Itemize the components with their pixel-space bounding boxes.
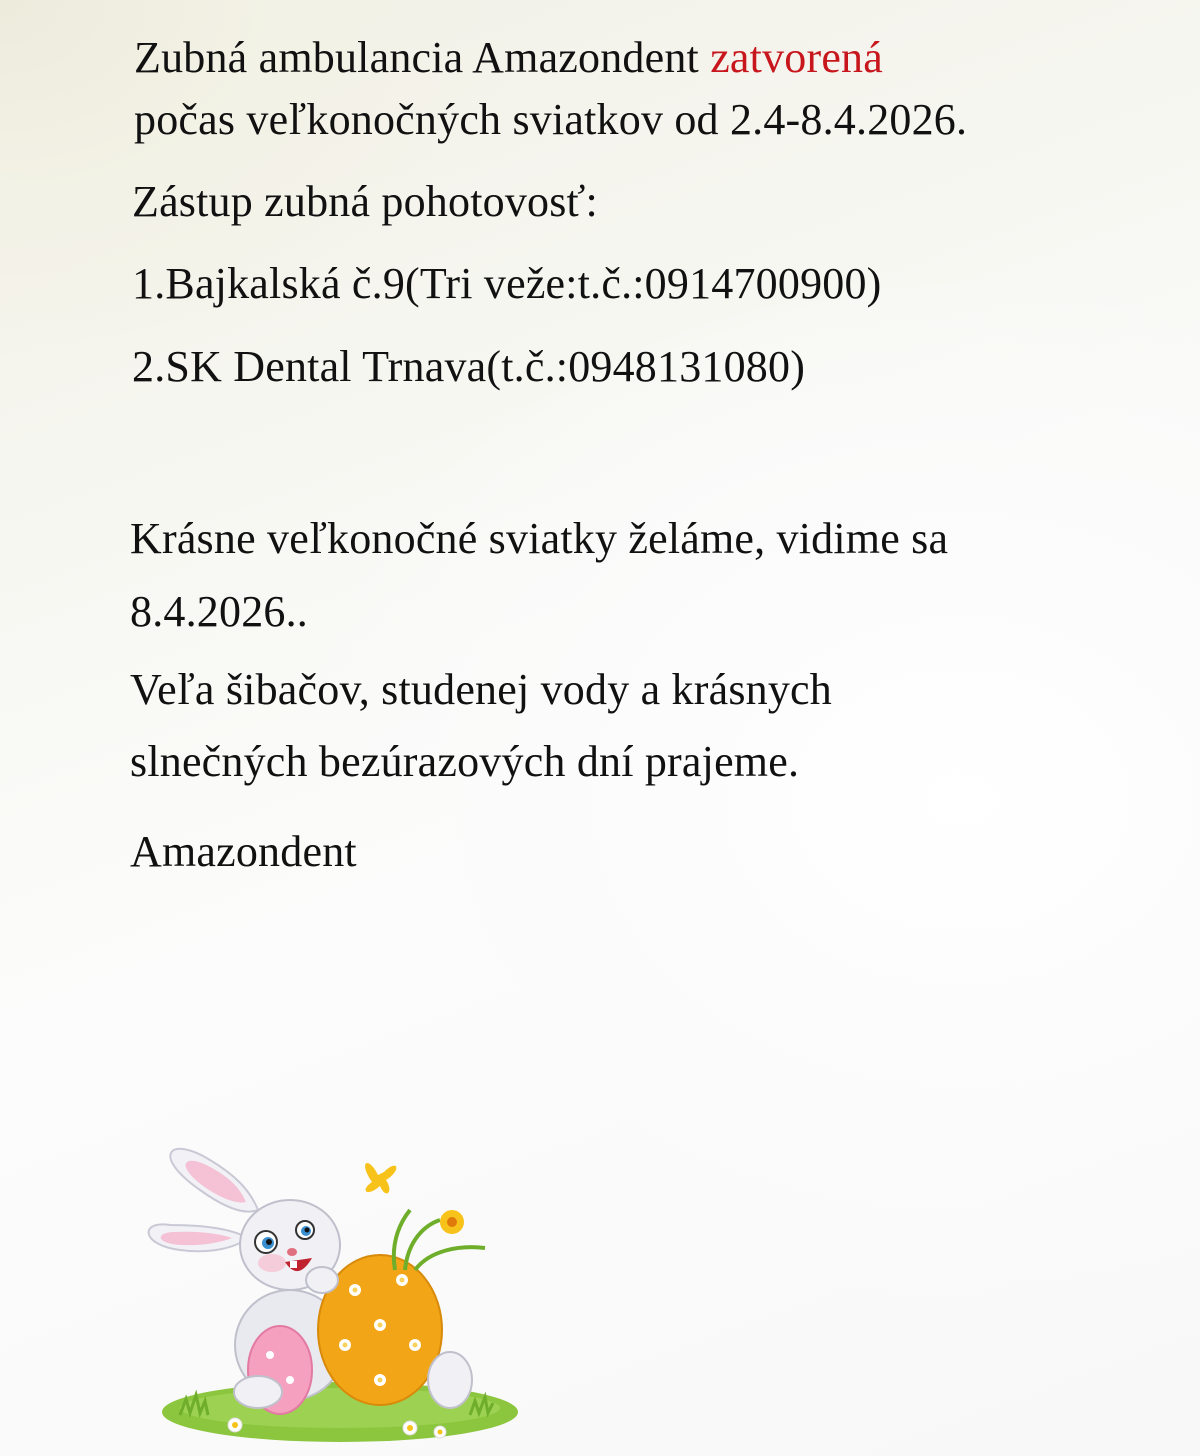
heading-prefix: Zubná ambulancia Amazondent [134, 33, 711, 82]
greeting-line-4: slnečných bezúrazových dní prajeme. [130, 737, 800, 786]
notice-heading [134, 33, 883, 82]
greeting-line-1: Krásne veľkonočné sviatky želáme, vidime sa [130, 514, 949, 563]
closed-status: zatvorená [710, 33, 883, 82]
greeting-line-3: Veľa šibačov, studenej vody a krásnych [130, 665, 832, 714]
closure-dates: počas veľkonočných sviatkov od 2.4-8.4.2026. [134, 95, 968, 144]
substitute-heading: Zástup zubná pohotovosť: [132, 177, 598, 226]
substitute-item-1: 1.Bajkalská č.9(Tri veže:t.č.:0914700900) [132, 259, 882, 308]
easter-bunny-with-eggs-icon [140, 1130, 540, 1450]
signature: Amazondent [130, 827, 357, 876]
greeting-line-2: 8.4.2026.. [130, 587, 308, 636]
substitute-item-2: 2.SK Dental Trnava(t.č.:0948131080) [132, 342, 806, 391]
